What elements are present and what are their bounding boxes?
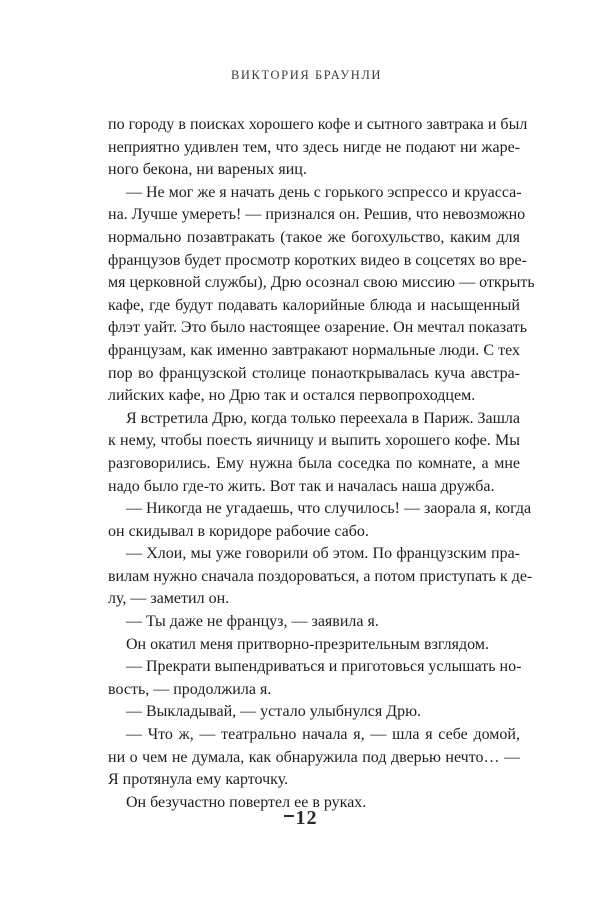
text-line: к нему, чтобы поесть яичницу и выпить хорошего кофе. Мы [108,432,520,450]
text-line: по городу в поисках хорошего кофе и сытного завтрака и был [108,116,528,133]
text-line: французов будет просмотр коротких видео в соцсетях во вре- [108,251,527,269]
text-line: пор во французской столице понаоткрывалась куча австра- [108,364,520,382]
text-line: — Выкладывай, — устало улыбнулся Дрю. [126,703,422,721]
text-line: кафе, где будут подавать калорийные блюда и насыщенный [108,296,520,314]
text-line: — Ты даже не француз, — заявила я. [126,613,379,631]
body-text [108,114,535,814]
page-number-text: 12 [292,807,322,830]
text-line: ного бекона, ни вареных яиц. [108,161,307,179]
text-line: лийских кафе, но Дрю так и остался первопроходцем. [108,387,476,405]
page-number [0,807,613,830]
text-line: на. Лучше умереть! — признался он. Решив, что невозможно [108,206,526,224]
text-line: Я встретила Дрю, когда только переехала в Париж. Зашла [126,409,520,427]
text-line: флэт уайт. Это было настоящее озарение. Он мечтал показать [108,319,528,337]
text-line: — Никогда не угадаешь, что случилось! — заорала я, когда [126,500,532,518]
text-line: ни о чем не думала, как обнаружила под дверью нечто… — [108,748,520,766]
text-line: неприятно удивлен тем, что здесь нигде не подают ни жаре- [108,138,520,156]
text-line: лу, — заметил он. [108,590,230,608]
text-line: Я протянула ему карточку. [108,771,289,789]
text-line: — Что ж, — театрально начала я, — шла я себе домой, [126,726,520,744]
text-line: — Не мог же я начать день с горького эспрессо и круасса- [126,183,522,201]
text-line: нормально позавтракать (такое же богохульство, каким для [108,228,520,246]
text-line: Он безучастно повертел ее в руках. [126,793,367,811]
text-line: вилам нужно сначала поздороваться, а потом приступать к де- [108,567,533,585]
text-line: вость, — продолжила я. [108,680,272,698]
text-line: французам, как именно завтракают нормальные люди. С тех [108,341,520,359]
text-line: надо было где-то жить. Вот так и началась наша дружба. [108,477,495,495]
text-line: — Прекрати выпендриваться и приготовься услышать но- [126,658,522,676]
text-line: разговорились. Ему нужна была соседка по комнате, а мне [108,454,520,472]
text-line: он скидывал в коридоре рабочие сабо. [108,522,369,540]
text-line: Он окатил меня притворно-презрительным взглядом. [126,635,489,653]
text-line: мя церковной службы), Дрю осознал свою миссию — открыть [108,274,535,292]
text-line: — Хлои, мы уже говорили об этом. По французским пра- [126,545,520,563]
running-head: ВИКТОРИЯ БРАУНЛИ [230,68,383,82]
